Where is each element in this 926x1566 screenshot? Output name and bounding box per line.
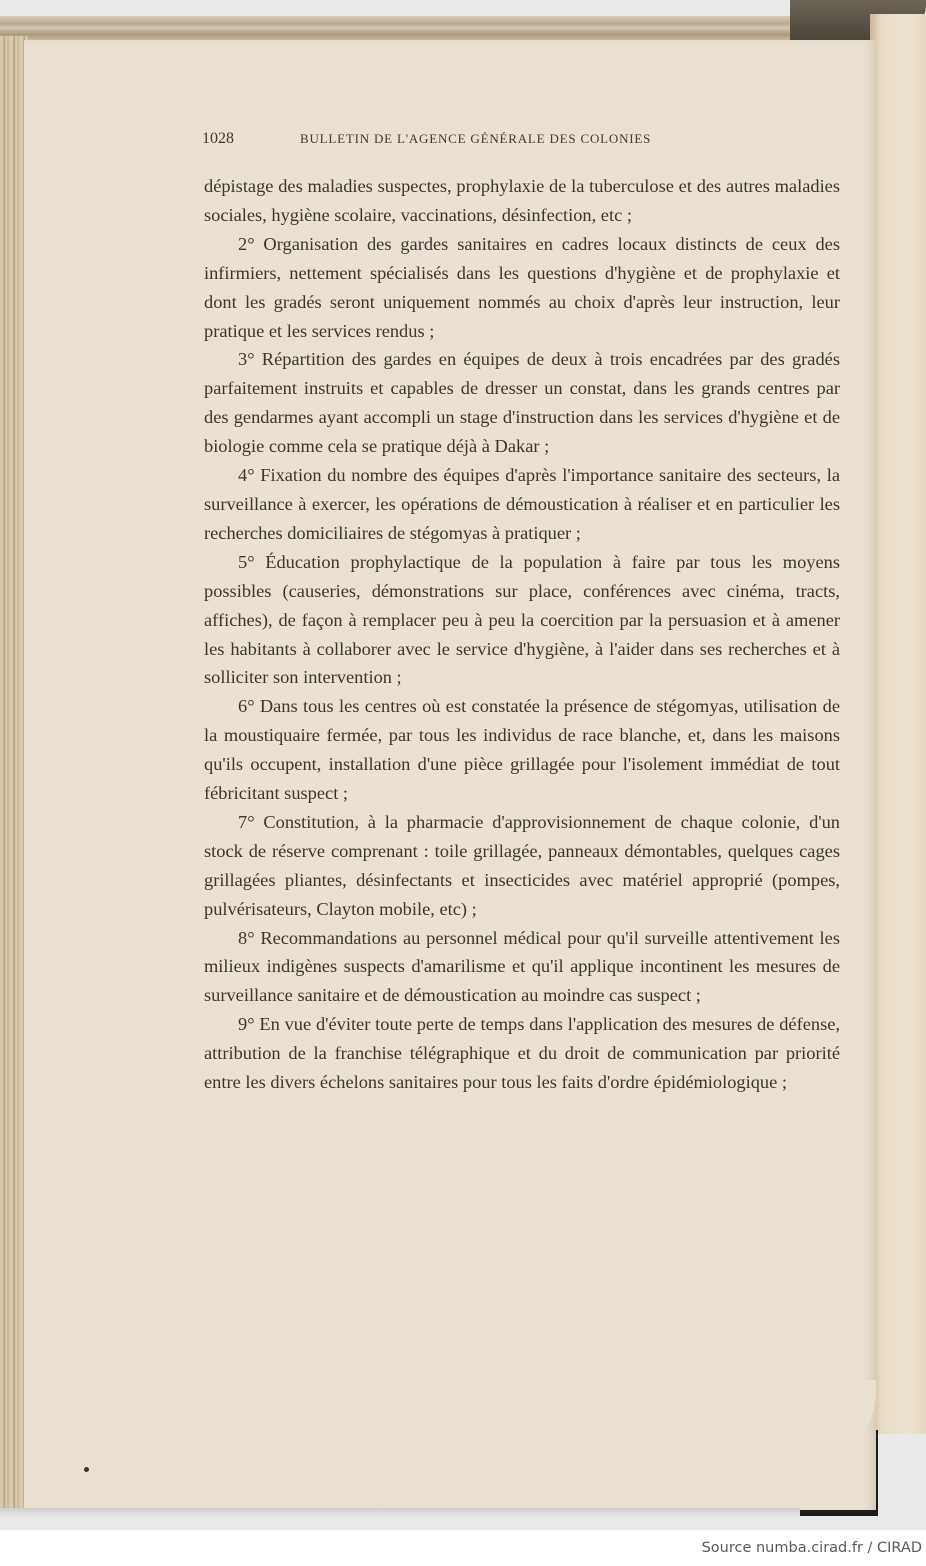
list-item-2: 2° Organisation des gardes sanitaires en cadres locaux distincts de ceux des infirmiers, nettement spécialisés dans les questions d'hygiène et de prophylaxie et dont les gradés seront uniquement nommés au choix d'après leur instruction, leur pratique et les services rendus ; xyxy=(204,233,840,341)
page-number: 1028 xyxy=(202,130,234,147)
running-head xyxy=(202,130,842,148)
page-bottom-shadow xyxy=(0,1508,800,1518)
running-head-title: BULLETIN DE L'AGENCE GÉNÉRALE DES COLONIES xyxy=(300,131,652,146)
list-item-6: 6° Dans tous les centres où est constatée la présence de stégomyas, utilisation de la moustiquaire fermée, par tous les individus de race blanche, et, dans les maisons qu'ils occupent, installation d'une pièce grillagée pour l'isolement immédiat de tout fébricitant suspect ; xyxy=(204,696,840,804)
source-credit: Source numba.cirad.fr / CIRAD xyxy=(701,1540,922,1556)
list-item-8: 8° Recommandations au personnel médical pour qu'il surveille attentivement les milieux indigènes suspects d'amarilisme et qu'il applique incontinent les mesures de surveillance sanitaire et de démoustication au moindre cas suspect ; xyxy=(204,927,840,1006)
paragraph-continuation: dépistage des maladies suspectes, prophylaxie de la tuberculose et des autres maladies sociales, hygiène scolaire, vaccinations, désinfection, etc ; xyxy=(204,176,840,225)
body-text xyxy=(204,172,840,1097)
list-item-4: 4° Fixation du nombre des équipes d'après l'importance sanitaire des secteurs, la surveillance à exercer, les opérations de démoustication à réaliser et en particulier les recherches domiciliaires de stégomyas à pratiquer ; xyxy=(204,465,840,543)
list-item-3: 3° Répartition des gardes en équipes de deux à trois encadrées par des gradés parfaitement instruits et capables de dresser un constat, dans les grands centres par des gendarmes ayant accompli un stage d'instruction dans les services d'hygiène et de biologie comme cela se pratique déjà à Dakar ; xyxy=(204,349,840,457)
list-item-9: 9° En vue d'éviter toute perte de temps dans l'application des mesures de défense, attribution de la franchise télégraphique et du droit de communication par priorité entre les divers échelons sanitaires pour tous les faits d'ordre épidémiologique ; xyxy=(204,1014,840,1093)
ink-speck xyxy=(84,1467,89,1472)
book-page-edges-right xyxy=(870,14,926,1434)
list-item-7: 7° Constitution, à la pharmacie d'approvisionnement de chaque colonie, d'un stock de réserve comprenant : toile grillagée, panneaux démontables, quelques cages grillagées pliantes, désinfectants et insecticides avec matériel approprié (pompes, pulvérisateurs, Clayton mobile, etc) ; xyxy=(204,811,840,919)
list-item-5: 5° Éducation prophylactique de la population à faire par tous les moyens possibles (causeries, démonstrations sur place, conférences avec cinéma, tracts, affiches), de façon à remplacer peu à peu la coercition par la persuasion et à amener les habitants à collaborer avec le service d'hygiène, à l'aider dans ses recherches et à solliciter son intervention ; xyxy=(204,551,840,688)
book-top-edge xyxy=(0,16,900,42)
